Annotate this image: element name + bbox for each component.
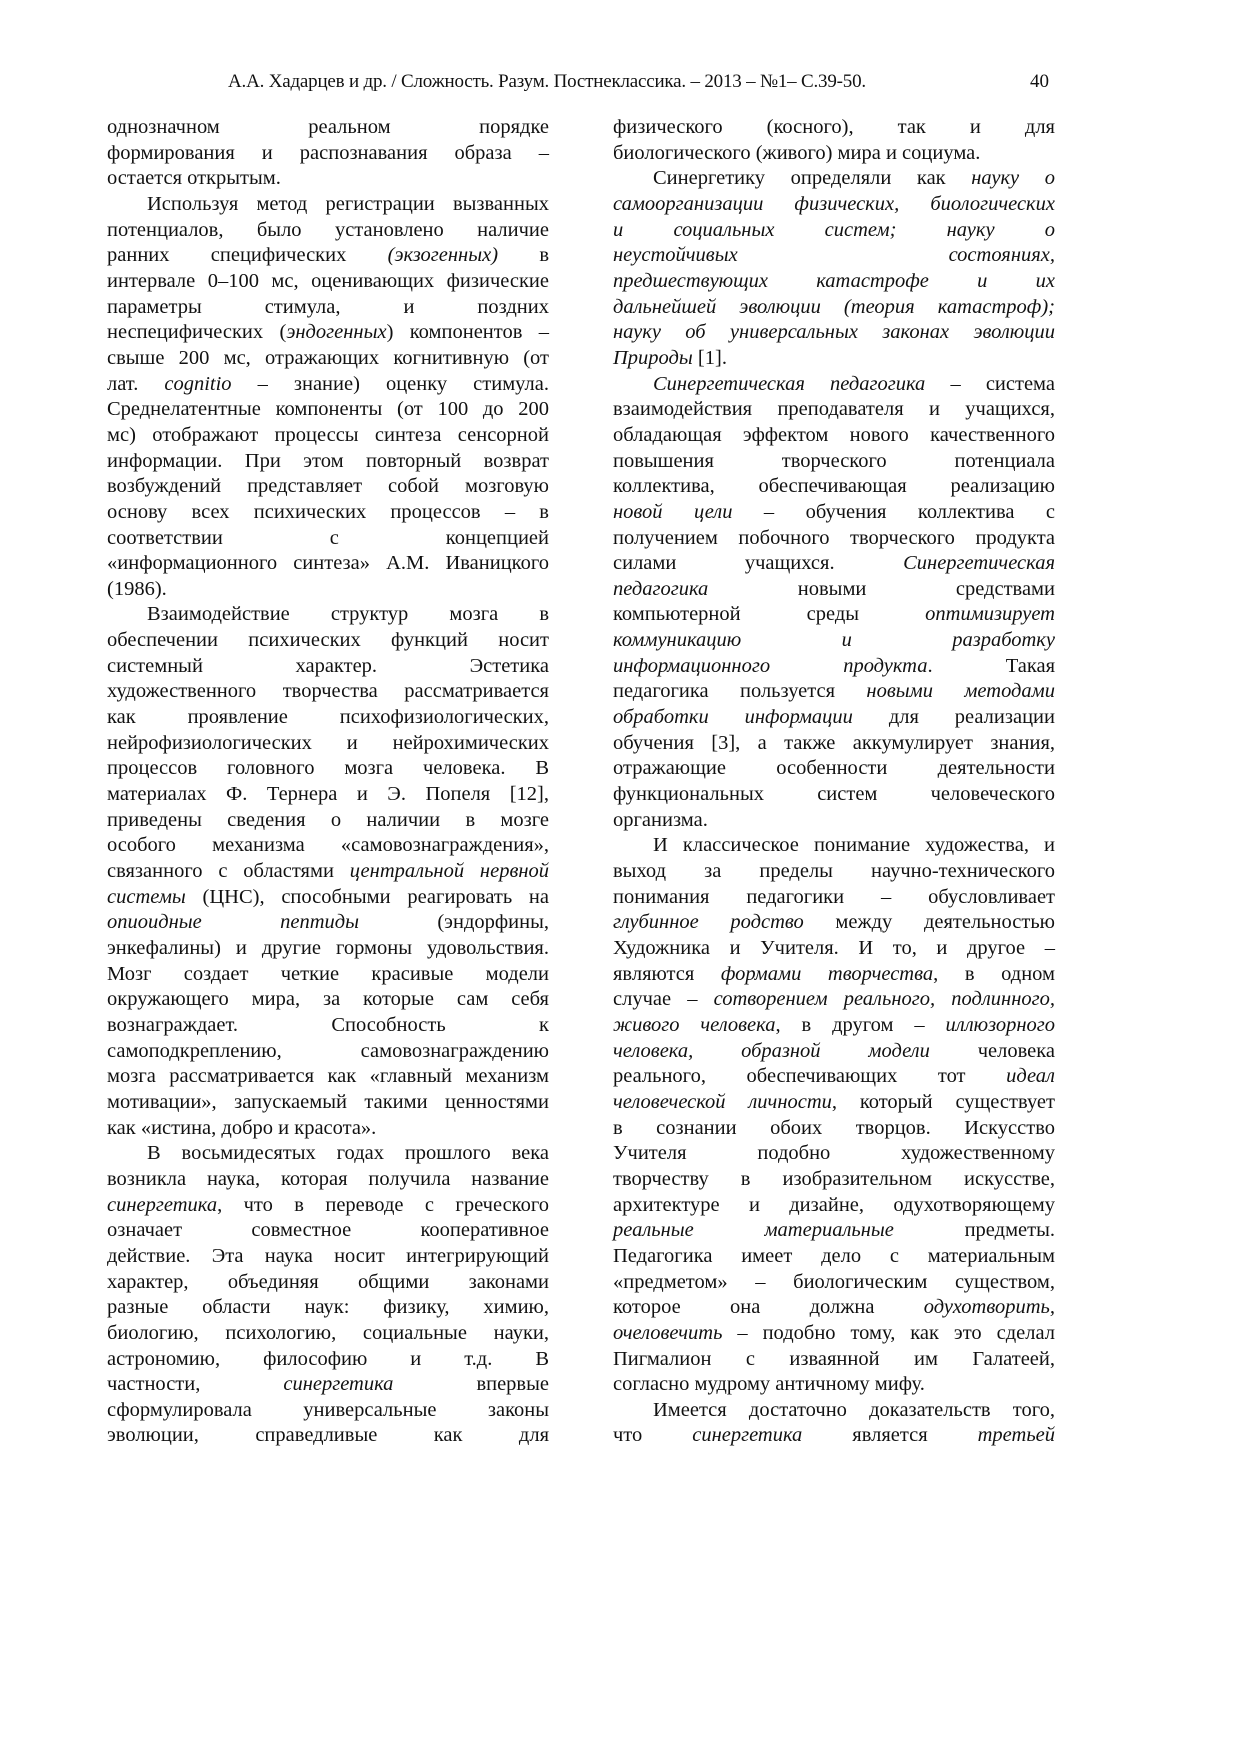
text-line	[107, 1372, 549, 1398]
text-run: лат.	[107, 372, 165, 395]
text-run: биологию, психологию, социальные науки,	[107, 1321, 549, 1344]
italic-text-run: формами творчества	[720, 962, 934, 985]
text-run: означает совместное кооперативное	[107, 1219, 549, 1242]
text-run: мотивации», запускаемый такими ценностями	[107, 1090, 549, 1113]
italic-text-run: системы	[107, 885, 186, 908]
text-run: Взаимодействие структур мозга в	[147, 603, 549, 626]
text-line	[107, 295, 549, 321]
text-run: связанного с областями	[107, 860, 350, 883]
text-line	[107, 1141, 549, 1167]
left-column	[107, 115, 549, 1449]
text-line	[613, 859, 1055, 885]
italic-text-run: человека, образной модели	[613, 1039, 930, 1062]
text-line	[107, 320, 549, 346]
italic-text-run: третьей	[977, 1424, 1055, 1447]
text-run: – подобно тому, как это сделал	[722, 1321, 1055, 1344]
text-line	[107, 1423, 549, 1449]
text-line	[613, 1064, 1055, 1090]
text-run: ранних специфических	[107, 244, 388, 267]
text-line	[613, 346, 1055, 372]
text-line	[613, 1013, 1055, 1039]
text-line	[107, 192, 549, 218]
text-line	[107, 654, 549, 680]
text-line	[107, 269, 549, 295]
text-line	[107, 885, 549, 911]
text-run: свыше 200 мс, отражающих когнитивную (от	[107, 346, 549, 369]
text-run: отражающие особенности деятельности	[613, 757, 1055, 780]
text-run: энкефалины) и другие гормоны удовольствия.	[107, 937, 549, 959]
text-line	[613, 218, 1055, 244]
text-line	[107, 1321, 549, 1347]
text-line	[107, 1295, 549, 1321]
text-line	[613, 910, 1055, 936]
italic-text-run: одухотворить,	[923, 1296, 1055, 1319]
text-run: является	[802, 1424, 978, 1447]
text-line	[613, 243, 1055, 269]
text-line	[613, 1167, 1055, 1193]
text-run: реального, обеспечивающих тот	[613, 1065, 1007, 1088]
text-run: коллектива, обеспечивающая реализацию	[613, 475, 1055, 498]
text-run: функциональных систем человеческого	[613, 783, 1055, 806]
italic-text-run: реальные материальные	[613, 1219, 894, 1242]
text-line	[613, 1090, 1055, 1116]
text-line	[107, 1398, 549, 1424]
text-run: интервале 0–100 мс, оценивающих физические	[107, 269, 549, 292]
text-run: самоподкреплению, самовознаграждению	[107, 1039, 549, 1062]
text-run: биологического (живого) мира и социума.	[613, 141, 981, 164]
text-run: Педагогика имеет дело с материальным	[613, 1244, 1055, 1267]
paragraph	[107, 602, 549, 1141]
text-run: Мозг создает четкие красивые модели	[107, 962, 549, 985]
text-run: физического (косного), так и для	[613, 116, 1055, 138]
paragraph	[107, 115, 549, 192]
text-run: в сознании обоих творцов. Искусство	[613, 1116, 1055, 1139]
italic-text-run: человеческой личности	[613, 1090, 832, 1113]
italic-text-run: синергетика	[692, 1424, 803, 1447]
text-line	[107, 936, 549, 962]
text-line	[107, 1244, 549, 1270]
text-line	[107, 141, 549, 167]
text-run: обучения [3], а также аккумулирует знания,	[613, 731, 1055, 754]
text-line	[613, 782, 1055, 808]
text-run: обладающая эффектом нового качественного	[613, 423, 1055, 446]
text-run: , что в переводе с греческого	[217, 1193, 549, 1216]
text-run: , который существует	[831, 1090, 1055, 1113]
text-run: И классическое понимание художества, и	[653, 834, 1055, 857]
text-line	[613, 808, 1055, 834]
text-run: материалах Ф. Тернера и Э. Попеля [12],	[107, 783, 549, 806]
italic-text-run: дальнейшей эволюции (теория катастроф);	[613, 295, 1055, 318]
italic-text-run: опиоидные	[107, 911, 202, 934]
text-line	[613, 320, 1055, 346]
text-line	[613, 474, 1055, 500]
text-line	[613, 1423, 1055, 1449]
text-run: возбуждений представляет собой мозговую	[107, 475, 549, 498]
text-run: , в одном	[933, 962, 1056, 985]
text-line	[107, 628, 549, 654]
text-line	[613, 1193, 1055, 1219]
text-run: между деятельностью	[803, 911, 1055, 934]
text-line	[613, 602, 1055, 628]
text-run: творчеству в изобразительном искусстве,	[613, 1167, 1055, 1190]
paragraph	[613, 166, 1055, 371]
text-line	[107, 1347, 549, 1373]
text-run: Синергетику определяли как	[653, 167, 972, 190]
text-line	[107, 1167, 549, 1193]
text-line	[107, 526, 549, 552]
text-run: формирования и распознавания образа –	[107, 141, 549, 164]
text-line	[613, 1270, 1055, 1296]
text-line	[107, 756, 549, 782]
text-run: случае –	[613, 988, 714, 1011]
italic-text-run: сотворением реального, подлинного,	[713, 988, 1055, 1011]
italic-text-run: педагогика	[613, 577, 709, 600]
text-line	[613, 987, 1055, 1013]
text-run: Используя метод регистрации вызванных	[147, 192, 549, 215]
text-line	[107, 1013, 549, 1039]
text-run: художественного творчества рассматривается	[107, 680, 549, 703]
italic-text-run: синергетика	[107, 1193, 218, 1216]
text-run: эволюции, справедливые как для	[107, 1424, 549, 1447]
text-run: характер, объединяя общими законами	[107, 1270, 549, 1293]
italic-text-run: самоорганизации физических, биологических	[613, 192, 1055, 215]
italic-text-run: иллюзорного	[945, 1013, 1056, 1036]
text-line	[613, 115, 1055, 141]
italic-text-run: Природы	[613, 346, 693, 369]
italic-text-run: науку об универсальных законах эволюции	[613, 321, 1055, 344]
text-run: частности,	[107, 1373, 284, 1396]
text-run: параметры стимула, и поздних	[107, 295, 549, 318]
text-run: новыми средствами	[708, 577, 1055, 600]
italic-text-run: оптимизирует	[925, 603, 1055, 626]
text-line	[107, 243, 549, 269]
text-run: человека	[929, 1039, 1055, 1062]
text-line	[613, 1039, 1055, 1065]
text-run: «информационного синтеза» А.М. Иваницкого	[107, 552, 549, 575]
text-run: ) компонентов –	[386, 321, 549, 344]
text-run: – обучения коллектива с	[732, 500, 1055, 523]
italic-text-run: Синергетическая педагогика	[653, 372, 926, 395]
text-run: . Такая	[927, 654, 1055, 677]
text-run: , в другом –	[775, 1013, 946, 1036]
italic-text-run: cognitio	[164, 372, 232, 395]
text-line	[107, 372, 549, 398]
paragraph	[107, 192, 549, 603]
paragraph	[613, 372, 1055, 834]
text-line	[107, 1193, 549, 1219]
text-line	[107, 1039, 549, 1065]
text-run: основу всех психических процессов – в	[107, 500, 549, 523]
text-run: (ЦНС), способными реагировать на	[185, 885, 549, 908]
text-run: процессов головного мозга человека. В	[107, 757, 549, 780]
text-line	[107, 859, 549, 885]
text-run: [1].	[692, 346, 727, 369]
italic-text-run: (экзогенных)	[387, 244, 499, 267]
text-run: Среднелатентные компоненты (от 100 до 200	[107, 398, 549, 421]
text-run: нейрофизиологических и нейрохимических	[107, 731, 549, 754]
text-run: астрономию, философию и т.д. В	[107, 1347, 549, 1370]
text-line	[107, 474, 549, 500]
italic-text-run: предшествующих катастрофе и их	[613, 269, 1055, 292]
text-run: выход за пределы научно-технического	[613, 860, 1055, 883]
text-line	[613, 1321, 1055, 1347]
italic-text-run: синергетика	[283, 1373, 394, 1396]
text-run: неспецифических (	[107, 321, 287, 344]
text-line	[613, 141, 1055, 167]
text-line	[107, 577, 549, 603]
text-line	[613, 628, 1055, 654]
page-number: 40	[1030, 71, 1049, 92]
text-line	[613, 1372, 1055, 1398]
text-line	[613, 962, 1055, 988]
italic-text-run: информационного продукта	[613, 654, 928, 677]
text-run: соответствии с концепцией	[107, 526, 549, 549]
text-run: Пигмалион с изваянной им Галатеей,	[613, 1347, 1055, 1370]
text-run: обеспечении психических функций носит	[107, 629, 549, 652]
text-line	[613, 731, 1055, 757]
italic-text-run: Синергетическая	[903, 552, 1055, 575]
text-line	[613, 885, 1055, 911]
text-run: для реализации	[852, 706, 1055, 729]
text-run: особого механизма «самовознаграждения»,	[107, 834, 549, 857]
text-line	[107, 731, 549, 757]
text-line	[613, 705, 1055, 731]
text-run	[202, 911, 280, 933]
text-run: компьютерной среды	[613, 603, 926, 626]
text-line	[107, 962, 549, 988]
text-line	[613, 269, 1055, 295]
text-line	[613, 679, 1055, 705]
text-line	[613, 449, 1055, 475]
text-line	[613, 423, 1055, 449]
text-line	[613, 577, 1055, 603]
text-line	[613, 1347, 1055, 1373]
text-run: что	[613, 1424, 693, 1447]
text-run: «предметом» – биологическим существом,	[613, 1270, 1055, 1293]
text-line	[107, 602, 549, 628]
text-run: мс) отображают процессы синтеза сенсорной	[107, 423, 549, 446]
text-run: – система	[925, 372, 1055, 395]
text-run: системный характер. Эстетика	[107, 654, 549, 677]
text-line	[107, 218, 549, 244]
text-line	[613, 756, 1055, 782]
text-line	[613, 936, 1055, 962]
paragraph	[613, 115, 1055, 166]
text-run: (эндорфины,	[359, 911, 550, 934]
text-run: В восьмидесятых годах прошлого века	[147, 1142, 549, 1165]
text-line	[613, 166, 1055, 192]
text-line	[107, 679, 549, 705]
text-line	[107, 551, 549, 577]
italic-text-run: и социальных систем; науку о	[613, 218, 1055, 241]
italic-text-run: пептиды	[280, 911, 360, 934]
text-run: как «истина, добро и красота».	[107, 1116, 377, 1139]
text-run: Учителя подобно художественному	[613, 1142, 1055, 1165]
text-line	[107, 449, 549, 475]
italic-text-run: очеловечить	[613, 1321, 723, 1344]
text-line	[613, 526, 1055, 552]
italic-text-run: эндогенных	[286, 321, 387, 344]
italic-text-run: глубинное родство	[613, 911, 804, 934]
running-header: А.А. Хадарцев и др. / Сложность. Разум. Постнеклассика. – 2013 – №1– С.39-50.	[228, 71, 866, 92]
text-line	[107, 346, 549, 372]
text-run: возникла наука, которая получила название	[107, 1167, 549, 1190]
text-run: предметы.	[893, 1219, 1055, 1242]
italic-text-run: науку о	[971, 167, 1055, 190]
text-line	[613, 833, 1055, 859]
text-run: – знание) оценку стимула.	[231, 372, 549, 395]
text-run: Художника и Учителя. И то, и другое –	[613, 937, 1055, 959]
text-line	[107, 1218, 549, 1244]
text-run: потенциалов, было установлено наличие	[107, 218, 549, 241]
text-run: как проявление психофизиологических,	[107, 706, 549, 729]
text-line	[613, 1141, 1055, 1167]
text-line	[613, 551, 1055, 577]
text-run: остается открытым.	[107, 167, 281, 190]
text-line	[107, 987, 549, 1013]
text-line	[107, 1116, 549, 1142]
text-run: организма.	[613, 808, 708, 831]
italic-text-run: обработки информации	[613, 706, 853, 729]
paragraph	[107, 1141, 549, 1449]
text-run: приведены сведения о наличии в мозге	[107, 808, 549, 831]
text-line	[613, 654, 1055, 680]
text-line	[107, 910, 549, 936]
text-line	[107, 782, 549, 808]
text-run: являются	[613, 962, 721, 985]
text-line	[107, 833, 549, 859]
text-run: вознаграждает. Способность к	[107, 1013, 549, 1036]
text-line	[613, 1244, 1055, 1270]
text-line	[613, 1218, 1055, 1244]
italic-text-run: коммуникацию и разработку	[613, 629, 1055, 652]
italic-text-run: неустойчивых состояниях,	[613, 244, 1055, 267]
text-line	[107, 397, 549, 423]
italic-text-run: новыми методами	[866, 680, 1056, 703]
text-line	[107, 115, 549, 141]
text-run: однозначном реальном порядке	[107, 116, 549, 138]
right-column	[613, 115, 1055, 1449]
paragraph	[613, 1398, 1055, 1449]
text-line	[107, 1090, 549, 1116]
text-run: сформулировала универсальные законы	[107, 1398, 549, 1421]
text-run: окружающего мира, за которые сам себя	[107, 988, 549, 1011]
text-line	[107, 500, 549, 526]
text-run: согласно мудрому античному мифу.	[613, 1373, 925, 1396]
italic-text-run: идеал	[1006, 1065, 1055, 1088]
text-run: впервые	[393, 1373, 549, 1396]
text-run: которое она должна	[613, 1296, 924, 1319]
text-run: действие. Эта наука носит интегрирующий	[107, 1244, 549, 1267]
italic-text-run: центральной нервной	[349, 860, 550, 883]
italic-text-run: новой цели	[613, 500, 733, 523]
text-run: повышения творческого потенциала	[613, 449, 1055, 472]
text-line	[613, 1295, 1055, 1321]
text-run: взаимодействия преподавателя и учащихся,	[613, 398, 1055, 421]
text-run: информации. При этом повторный возврат	[107, 449, 549, 472]
text-line	[107, 423, 549, 449]
text-line	[613, 1398, 1055, 1424]
text-line	[107, 1270, 549, 1296]
text-run: в	[498, 244, 549, 267]
text-line	[107, 1064, 549, 1090]
text-run: получением побочного творческого продукта	[613, 526, 1055, 549]
text-line	[107, 808, 549, 834]
paragraph	[613, 833, 1055, 1397]
text-line	[613, 372, 1055, 398]
text-run: педагогика пользуется	[613, 680, 867, 703]
text-line	[613, 397, 1055, 423]
text-run: разные области наук: физику, химию,	[107, 1296, 549, 1319]
text-line	[613, 192, 1055, 218]
italic-text-run: живого человека	[613, 1013, 776, 1036]
text-run: Имеется достаточно доказательств того,	[653, 1398, 1055, 1421]
text-run: понимания педагогики – обусловливает	[613, 885, 1055, 908]
text-run: мозга рассматривается как «главный механизм	[107, 1065, 549, 1088]
text-run: архитектуре и дизайне, одухотворяющему	[613, 1193, 1055, 1216]
text-line	[107, 166, 549, 192]
text-line	[613, 1116, 1055, 1142]
text-line	[613, 500, 1055, 526]
text-run: силами учащихся.	[613, 552, 904, 575]
text-line	[613, 295, 1055, 321]
text-run: (1986).	[107, 577, 167, 600]
text-line	[107, 705, 549, 731]
